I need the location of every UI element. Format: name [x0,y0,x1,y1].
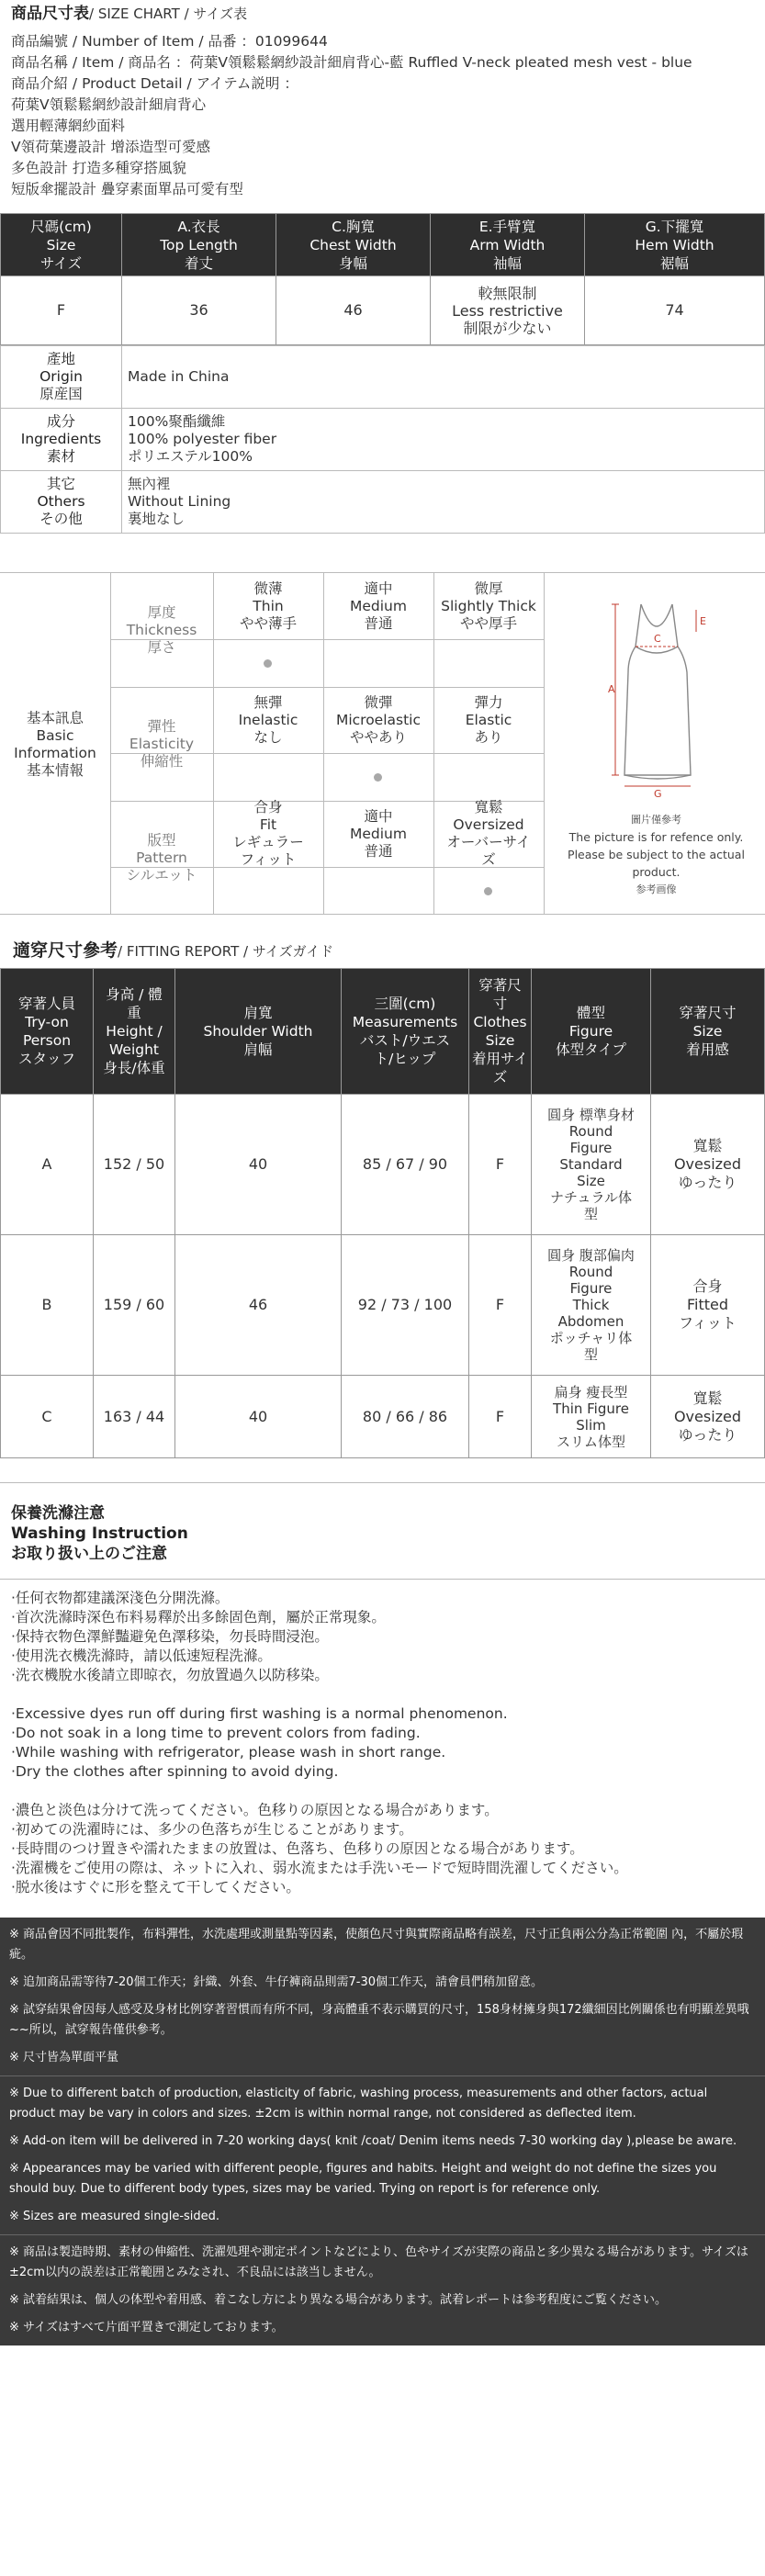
elasticity-selected-dot [374,773,382,782]
pattern-option-oversized: 寬鬆 Oversized オーバーサイ ズ [446,799,531,868]
fit-measurements: 92 / 73 / 100 [342,1235,469,1376]
fit-measurements: 85 / 67 / 90 [342,1095,469,1235]
ingredients-row [1,409,765,471]
diagram-label-g: G [654,788,662,800]
fit-figure: 圓身 標準身材 Round Figure Standard Size ナチュラル体 型 [532,1095,651,1235]
fit-feel: 寬鬆 Ovesized ゆったり [651,1095,765,1235]
table-row [1,1235,765,1376]
detail-line: 荷葉V領鬆鬆網紗設計細肩背心 [11,96,207,113]
fit-header-feel: 穿著尺寸 Size 着用感 [651,969,765,1095]
fit-header-person: 穿著人員 Try-on Person スタッフ [1,969,94,1095]
washing-text: ‧任何衣物都建議深淺色分開洗滌。 ‧首次洗滌時深色布料易釋於出多餘固色劑，屬於正常現象。 ‧保持衣物色澤鮮豔避免色澤移染，勿長時間浸泡。 ‧使用洗衣機洗滌時，請以低速短程洗滌。 ‧洗衣機脫水後請立即晾衣，勿放置過久以防移染。 ‧Excessive dyes run off during first washing is a normal phenomenon. ‧Do not soak in a long time to prevent colors from fading. ‧While washing with refrigerator, please wash in short range. ‧Dry the clothes after spinning to avoid dying. ‧濃色と淡色は分けて洗ってください。色移りの原因となる場合があります。 ‧初めての洗濯時には、多少の色落ちが生じることがあります。 ‧長時間のつけ置きや濡れたままの放置は、色落ち、色移りの原因となる場合があります。 ‧洗濯機をご使用の際は、ネットに入れ、弱水流または手洗いモードで短時間洗濯してください。 ‧脱水後はすぐに形を整えて干してください。 [0,1579,765,1907]
fit-header-shoulder: 肩寬 Shoulder Width 肩幅 [175,969,342,1095]
garment-diagram [588,591,726,803]
size-value: F [1,276,122,345]
diagram-label-e: E [700,615,706,627]
fit-shoulder: 46 [175,1235,342,1376]
arm-width-value: 較無限制 Less restrictive 制限が少ない [431,276,585,345]
origin-label: 產地 Origin 原産国 [1,346,122,409]
fit-header-figure: 體型 Figure 体型タイプ [532,969,651,1095]
thickness-option-thick: 微厚 Slightly Thick やや厚手 [441,579,536,632]
pattern-option-fit: 合身 Fit レギュラー フィット [232,799,304,868]
fit-figure: 圓身 腹部偏肉 Round Figure Thick Abdomen ポッチャリ体 型 [532,1235,651,1376]
fit-person: A [1,1095,94,1235]
product-info [0,31,765,200]
fit-header-measure: 三圍(cm) Measurements バスト/ウエス ト/ヒップ [342,969,469,1095]
pattern-option-medium: 適中 Medium 普通 [350,807,407,860]
top-length-header: A.衣長 Top Length 着丈 [122,214,276,276]
fit-height-weight: 152 / 50 [94,1095,175,1235]
fit-person: C [1,1376,94,1458]
thickness-selected-dot [264,659,272,668]
table-row [1,1095,765,1235]
notes-japanese: ※ 商品は製造時期、素材の伸縮性、洗濯処理や測定ポイントなどにより、色やサイズが実際の商品と多少異なる場合があります。サイズは±2cm以内の誤差は正常範囲とみなされ、不良品には該当しません。 ※ 試着結果は、個人の体型や着用感、着こなし方により異なる場合があります。試着レポートは参考程度にご覧ください。 ※ サイズはすべて片面平置きで測定しております。 [9,2245,748,2334]
elasticity-label: 彈性 Elasticity 伸縮性 [129,717,195,770]
fit-size: F [469,1095,532,1235]
thickness-label: 厚度 Thickness 厚さ [126,603,197,656]
others-label: 其它 Others その他 [1,471,122,534]
size-header: 尺碼(cm) Size サイズ [1,214,122,276]
chest-width-header: C.胸寬 Chest Width 身幅 [276,214,431,276]
fit-measurements: 80 / 66 / 86 [342,1376,469,1458]
fit-person: B [1,1235,94,1376]
size-chart-header [0,0,765,200]
notes-english: ※ Due to different batch of production, elasticity of fabric, washing process, measurements and other factors, actual product may be vary in colors and sizes. ±2cm is within normal range, not considered as deflected item. ※ Add-on item will be delivered in 7-20 working days( knit /coat/ Denim items needs 7-30 working day ),please be aware. ※ Appearances may be varied with different people, figures and habits. Height and weight do not define the sizes you should buy. Due to different body types, sizes may be varied. Trying on report is for reference only. ※ Sizes are measured single-sided. [0,2076,765,2235]
fit-height-weight: 159 / 60 [94,1235,175,1376]
pattern-selected-dot [484,887,492,895]
origin-row [1,346,765,409]
fit-header-height: 身高 / 體 重 Height / Weight 身長/体重 [94,969,175,1095]
detail-line: V領荷葉邊設計 增添造型可愛感 [11,139,211,155]
table-row [1,1376,765,1458]
chest-width-value: 46 [276,276,431,345]
basic-info-title: 基本訊息 Basic Information 基本情報 [14,709,96,779]
ingredients-value: 100%聚酯纖維 100% polyester fiber ポリエステル100% [122,409,765,471]
washing-title: 保養洗滌注意 Washing Instruction お取り扱い上のご注意 [11,1504,188,1563]
basic-info-panel [0,572,765,915]
hem-width-value: 74 [585,276,765,345]
thickness-option-medium: 適中 Medium 普通 [350,579,407,632]
fit-figure: 扁身 瘦長型 Thin Figure Slim スリム体型 [532,1376,651,1458]
detail-line: 短版傘擺設計 疊穿素面單品可愛有型 [11,181,243,197]
washing-section [0,1482,765,1907]
table-row [1,276,765,345]
elasticity-option-elastic: 彈力 Elastic あり [465,693,512,746]
top-length-value: 36 [122,276,276,345]
pattern-label: 版型 Pattern シルエット [126,832,197,883]
fit-feel: 合身 Fitted フィット [651,1235,765,1376]
others-value: 無內裡 Without Lining 裏地なし [122,471,765,534]
fitting-report-title: 適穿尺寸參考/ FITTING REPORT / サイズガイド [13,940,334,961]
fit-size: F [469,1376,532,1458]
attributes-table [0,345,765,534]
thickness-option-thin: 微薄 Thin やや薄手 [239,579,297,632]
item-name: 商品名稱 / Item / 商品名 ：荷葉V領鬆鬆網紗設計細肩背心-藍 Ruffled V-neck pleated mesh vest - blue [11,54,692,71]
fit-feel: 寬鬆 Ovesized ゆったり [651,1376,765,1458]
detail-line: 多色設計 打造多種穿搭風貌 [11,160,186,176]
item-number: 商品編號 / Number of Item / 品番 ：01099644 [11,33,328,50]
fit-height-weight: 163 / 44 [94,1376,175,1458]
elasticity-option-inelastic: 無彈 Inelastic なし [238,693,298,746]
diagram-label-c: C [654,633,661,645]
hem-width-header: G.下擺寬 Hem Width 裾幅 [585,214,765,276]
product-detail-label: 商品介紹 / Product Detail / アイテム説明 ： [11,75,298,92]
fit-size: F [469,1235,532,1376]
diagram-label-a: A [608,683,615,695]
fit-header-clothes-size: 穿著尺 寸 Clothes Size 着用サイ ズ [469,969,532,1095]
size-table [0,213,765,345]
origin-value: Made in China [122,346,765,409]
fit-shoulder: 40 [175,1376,342,1458]
fit-shoulder: 40 [175,1095,342,1235]
diagram-caption: 圖片僅參考 The picture is for refence only. Please be subject to the actual product. 参考画像 [568,813,745,895]
detail-line: 選用輕薄網紗面料 [11,118,126,134]
fitting-table [0,968,765,1458]
arm-width-header: E.手臂寬 Arm Width 袖幅 [431,214,585,276]
elasticity-option-micro: 微彈 Microelastic ややあり [335,693,422,746]
notes-panel [0,1918,765,2345]
others-row [1,471,765,534]
ingredients-label: 成分 Ingredients 素材 [1,409,122,471]
notes-chinese: ※ 商品會因不同批製作，布料彈性，水洗處理或測量點等因素，使顏色尺寸與實際商品略有誤差，尺寸正負兩公分為正常範圍 內，不屬於瑕疵。 ※ 追加商品需等待7-20個工作天；針織、外套、牛仔褲商品則需7-30個工作天，請會員們稍加留意。 ※ 試穿結果會因每人感受及身材比例穿著習慣而有所不同，身高體重不表示購買的尺寸，158身材擁身與172纖細因比例關係也有明顯差異哦~~所以，試穿報告僅供參考。 ※ 尺寸皆為單面平量 [0,1918,765,2076]
size-chart-title: 商品尺寸表 / SIZE CHART / サイズ表 [11,5,248,23]
